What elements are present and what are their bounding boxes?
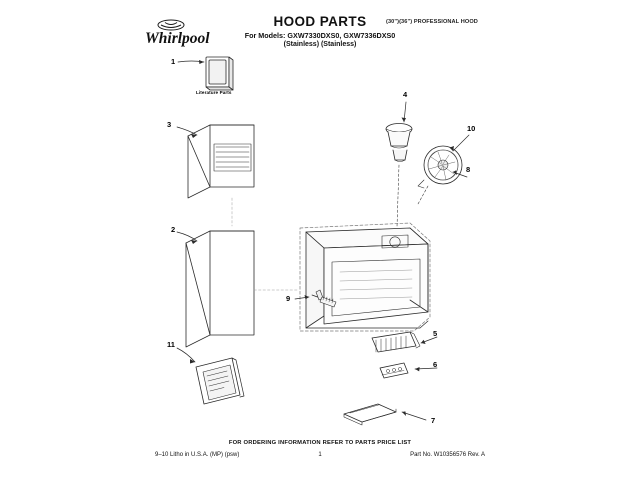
- page-number: 1: [318, 452, 322, 458]
- part-number: Part No. W10356576 Rev. A: [410, 452, 485, 458]
- part-11-use-and-care-guide: [177, 348, 244, 404]
- callout-11: 11: [167, 340, 175, 349]
- callout-9: 9: [286, 294, 291, 303]
- callout-6: 6: [433, 360, 438, 369]
- litho-info: 9–10 Litho in U.S.A. (MP) (psw): [155, 452, 240, 458]
- callout-1: 1: [171, 57, 176, 66]
- finish-line: (Stainless) (Stainless): [283, 41, 357, 48]
- part-6-control-module: [380, 363, 437, 378]
- ordering-note: FOR ORDERING INFORMATION REFER TO PARTS PRICE LIST: [228, 440, 412, 446]
- literature-parts-caption: Literature Parts: [196, 90, 232, 95]
- part-1-literature: [178, 57, 233, 90]
- hood-type-label: (30")(36") PROFESSIONAL HOOD: [386, 19, 478, 25]
- models-line: For Models: GXW7330DXS0, GXW7336DXS0: [244, 31, 396, 40]
- callout-7: 7: [431, 416, 436, 425]
- svg-text:Whirlpool: Whirlpool: [145, 30, 210, 47]
- hood-canopy-body: [300, 223, 430, 331]
- part-2-lower-duct-cover: [177, 231, 254, 347]
- part-4-damper-collar: [386, 102, 412, 227]
- part-7-cover-plate: [344, 404, 426, 425]
- part-10-blower-assembly: [418, 135, 469, 204]
- callout-5: 5: [433, 329, 438, 338]
- callout-2: 2: [171, 225, 176, 234]
- callout-3: 3: [167, 120, 172, 129]
- callout-4: 4: [403, 90, 408, 99]
- page-title: HOOD PARTS: [273, 14, 367, 29]
- part-5-grease-filter: [372, 332, 437, 352]
- part-3-upper-duct-cover: [177, 125, 254, 198]
- callout-10: 10: [467, 124, 476, 133]
- callout-8: 8: [466, 165, 471, 174]
